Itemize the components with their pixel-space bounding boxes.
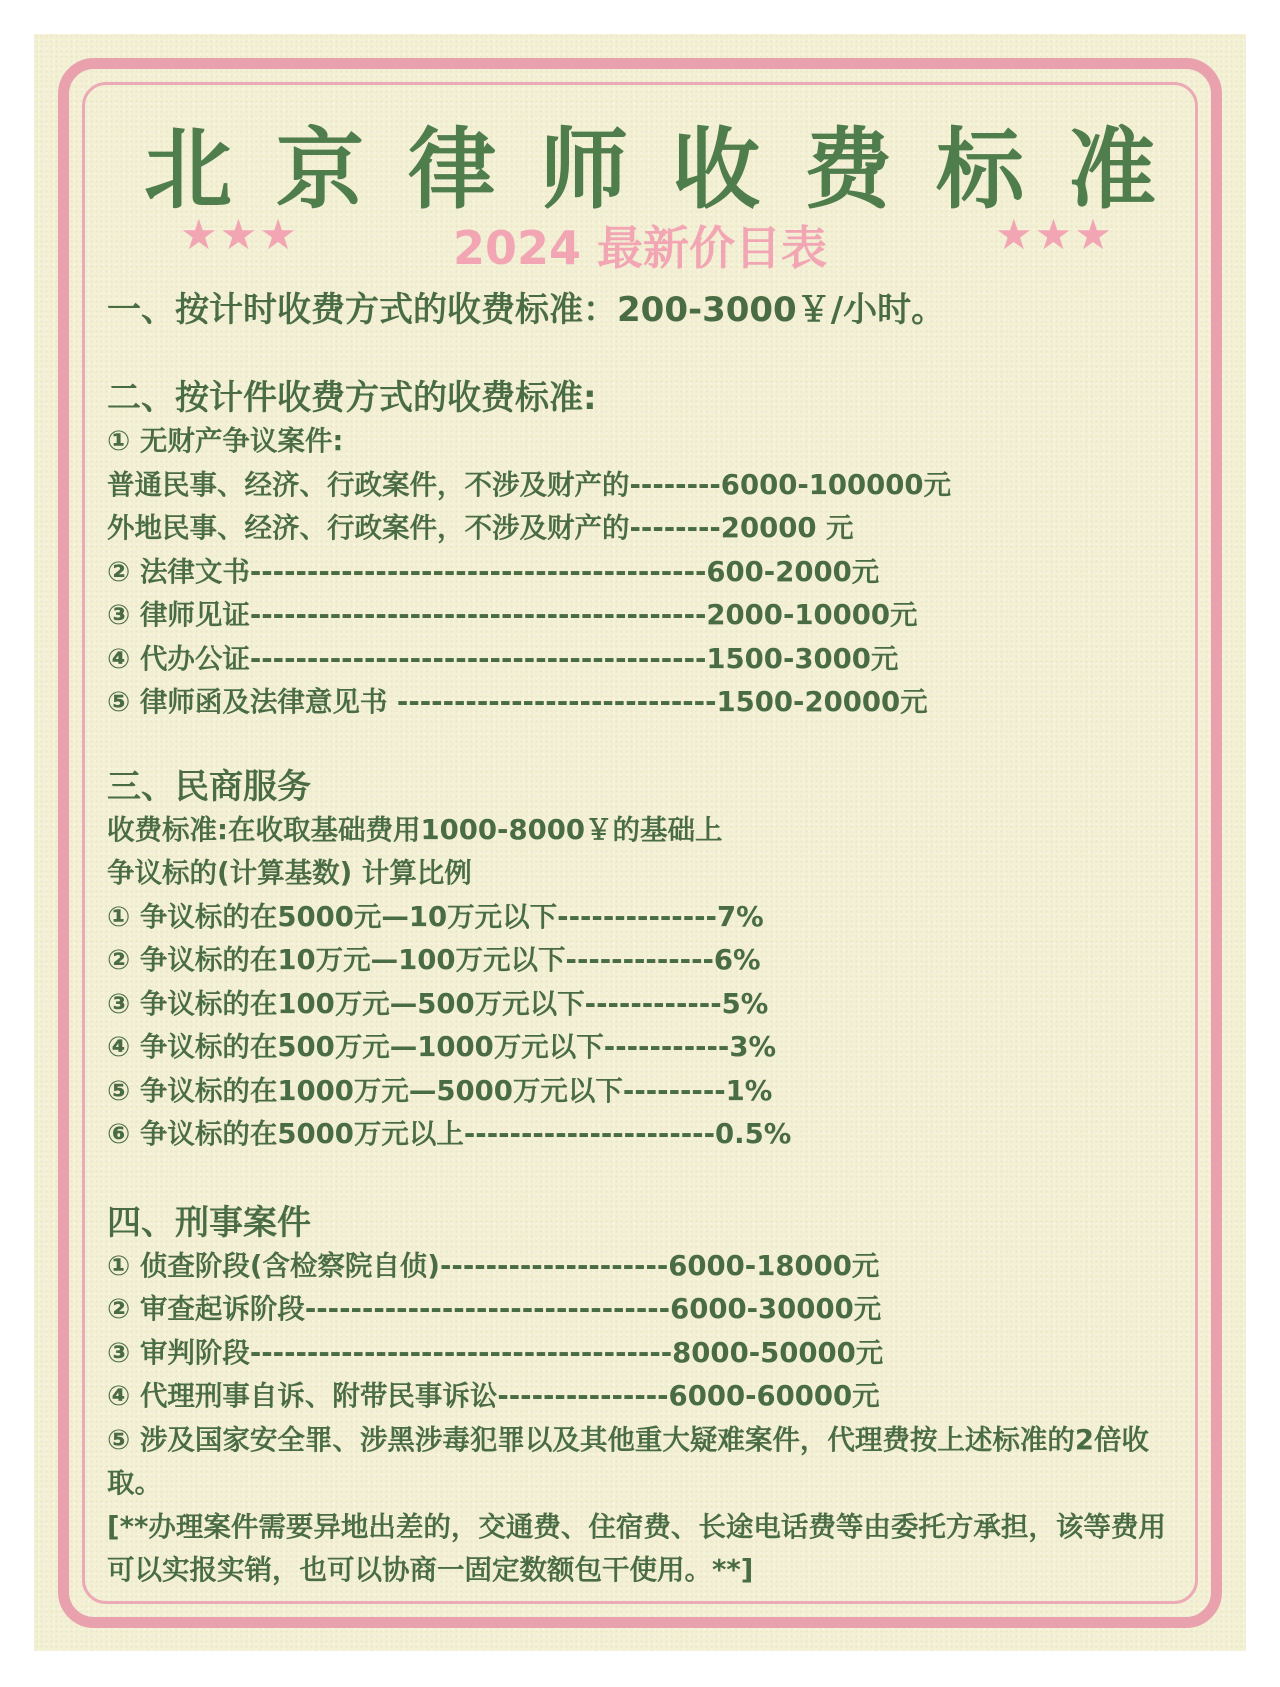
list-item: ① 无财产争议案件: (107, 425, 344, 457)
list-item: ⑤ 律师函及法律意见书 ----------------------------1500-20000元 (107, 686, 928, 718)
section-piecework-heading: 二、按计件收费方式的收费标准: (107, 378, 597, 418)
list-item: ② 法律文书----------------------------------------600-2000元 (107, 555, 880, 588)
list-item: ④ 代办公证----------------------------------------1500-3000元 (107, 642, 899, 675)
fee-content (107, 288, 1177, 1593)
list-item: 争议标的(计算基数) 计算比例 (107, 857, 472, 889)
section-criminal-heading: 四、刑事案件 (107, 1202, 311, 1243)
list-item: ③ 审判阶段-------------------------------------8000-50000元 (107, 1336, 884, 1369)
list-item: ③ 争议标的在100万元—500万元以下------------5% (107, 987, 769, 1020)
list-item: 外地民事、经济、行政案件，不涉及财产的--------20000 元 (107, 512, 854, 544)
list-item: ① 侦查阶段(含检察院自侦)--------------------6000-18000元 (107, 1249, 880, 1282)
stars-right-decoration: ★★★ (995, 210, 1114, 259)
section-civil-commercial-heading: 三、民商服务 (107, 766, 311, 807)
list-item: ⑤ 争议标的在1000万元—5000万元以下---------1% (107, 1074, 773, 1107)
list-item: ② 争议标的在10万元—100万元以下-------------6% (107, 944, 761, 976)
list-item: ① 争议标的在5000元—10万元以下--------------7% (107, 900, 764, 933)
section-hourly-heading: 一、按计时收费方式的收费标准：200-3000￥/小时。 (107, 290, 946, 330)
list-item: ③ 律师见证----------------------------------------2000-10000元 (107, 599, 918, 631)
travel-expense-note: [**办理案件需要异地出差的，交通费、住宿费、长途电话费等由委托方承担，该等费用可以实报实销，也可以协商一固定数额包干使用。**] (107, 1510, 1166, 1586)
page-title: 北京律师收费标准 (144, 118, 1201, 221)
list-item: ② 审查起诉阶段--------------------------------6000-30000元 (107, 1293, 882, 1325)
list-item: ④ 争议标的在500万元—1000万元以下-----------3% (107, 1031, 777, 1063)
double-fee-note: ⑤ 涉及国家安全罪、涉黑涉毒犯罪以及其他重大疑难案件，代理费按上述标准的2倍收取。 (107, 1423, 1149, 1499)
list-item: ④ 代理刑事自诉、附带民事诉讼---------------6000-60000元 (107, 1380, 880, 1412)
subtitle-price-list: 2024 最新价目表 (452, 221, 828, 275)
list-item: 普通民事、经济、行政案件，不涉及财产的--------6000-100000元 (107, 468, 952, 501)
list-item: ⑥ 争议标的在5000万元以上----------------------0.5% (107, 1118, 792, 1150)
stars-left-decoration: ★★★ (180, 210, 299, 259)
list-item: 收费标准:在收取基础费用1000-8000￥的基础上 (107, 813, 723, 846)
